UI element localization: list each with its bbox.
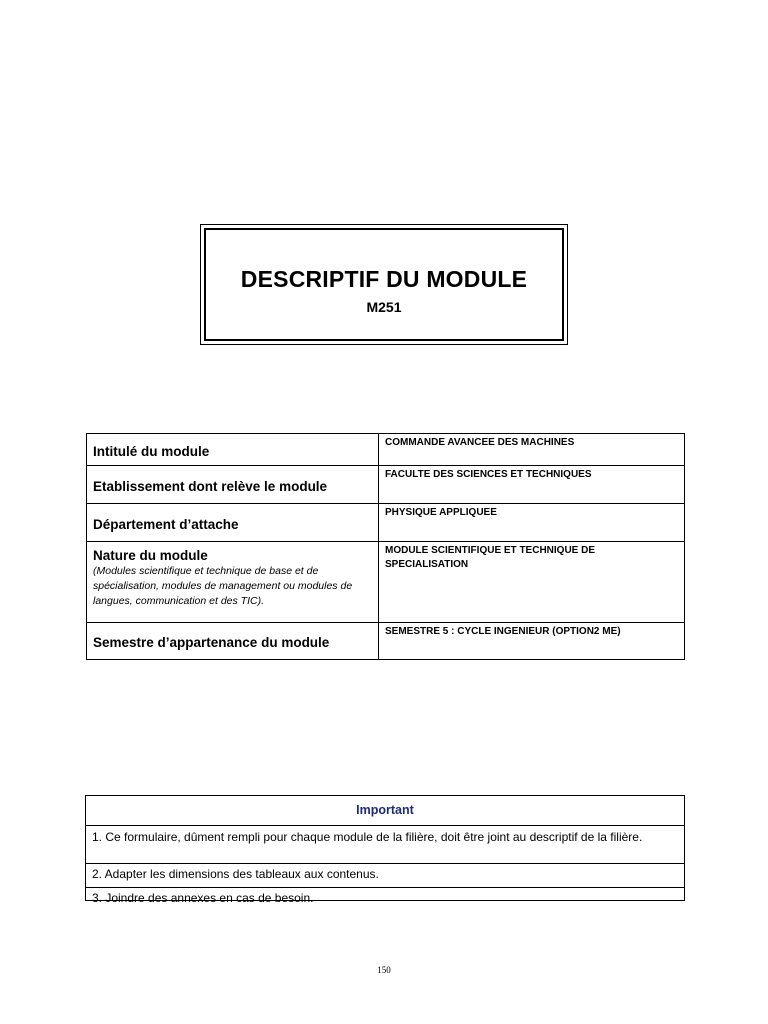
title-box — [200, 224, 568, 345]
document-title: DESCRIPTIF DU MODULE — [240, 266, 528, 292]
important-title: Important — [356, 803, 414, 817]
row-label-etablissement: Etablissement dont relève le module — [87, 466, 379, 504]
row-label-nature — [87, 542, 379, 623]
table-row — [87, 504, 685, 542]
row-label-semestre: Semestre d’appartenance du module — [87, 623, 379, 660]
module-code: M251 — [366, 299, 402, 315]
module-info-table — [86, 433, 685, 660]
title-box-inner — [204, 228, 564, 341]
important-box — [85, 795, 685, 905]
row-value-nature: MODULE SCIENTIFIQUE ET TECHNIQUE DE SPECIALISATION — [379, 542, 685, 623]
nature-label: Nature du module — [93, 548, 208, 563]
table-row — [87, 434, 685, 466]
row-value-etablissement: FACULTE DES SCIENCES ET TECHNIQUES — [379, 466, 685, 504]
row-value-semestre: SEMESTRE 5 : CYCLE INGENIEUR (OPTION2 ME) — [379, 623, 685, 660]
important-item: 1. Ce formulaire, dûment rempli pour chaque module de la filière, doit être joint au descriptif de la filière. — [92, 830, 643, 844]
important-item: 2. Adapter les dimensions des tableaux aux contenus. — [92, 867, 379, 881]
table-row — [87, 542, 685, 623]
row-value-departement: PHYSIQUE APPLIQUEE — [379, 504, 685, 542]
row-label-intitule: Intitulé du module — [87, 434, 379, 466]
table-row — [87, 623, 685, 660]
page-number: 150 — [377, 965, 391, 975]
table-row — [87, 466, 685, 504]
row-value-intitule: COMMANDE AVANCEE DES MACHINES — [379, 434, 685, 466]
nature-note: (Modules scientifique et technique de base et de spécialisation, modules de management ou modules de langues, communication et des TIC). — [93, 565, 353, 607]
row-label-departement: Département d’attache — [87, 504, 379, 542]
important-item: 3. Joindre des annexes en cas de besoin. — [92, 891, 314, 905]
